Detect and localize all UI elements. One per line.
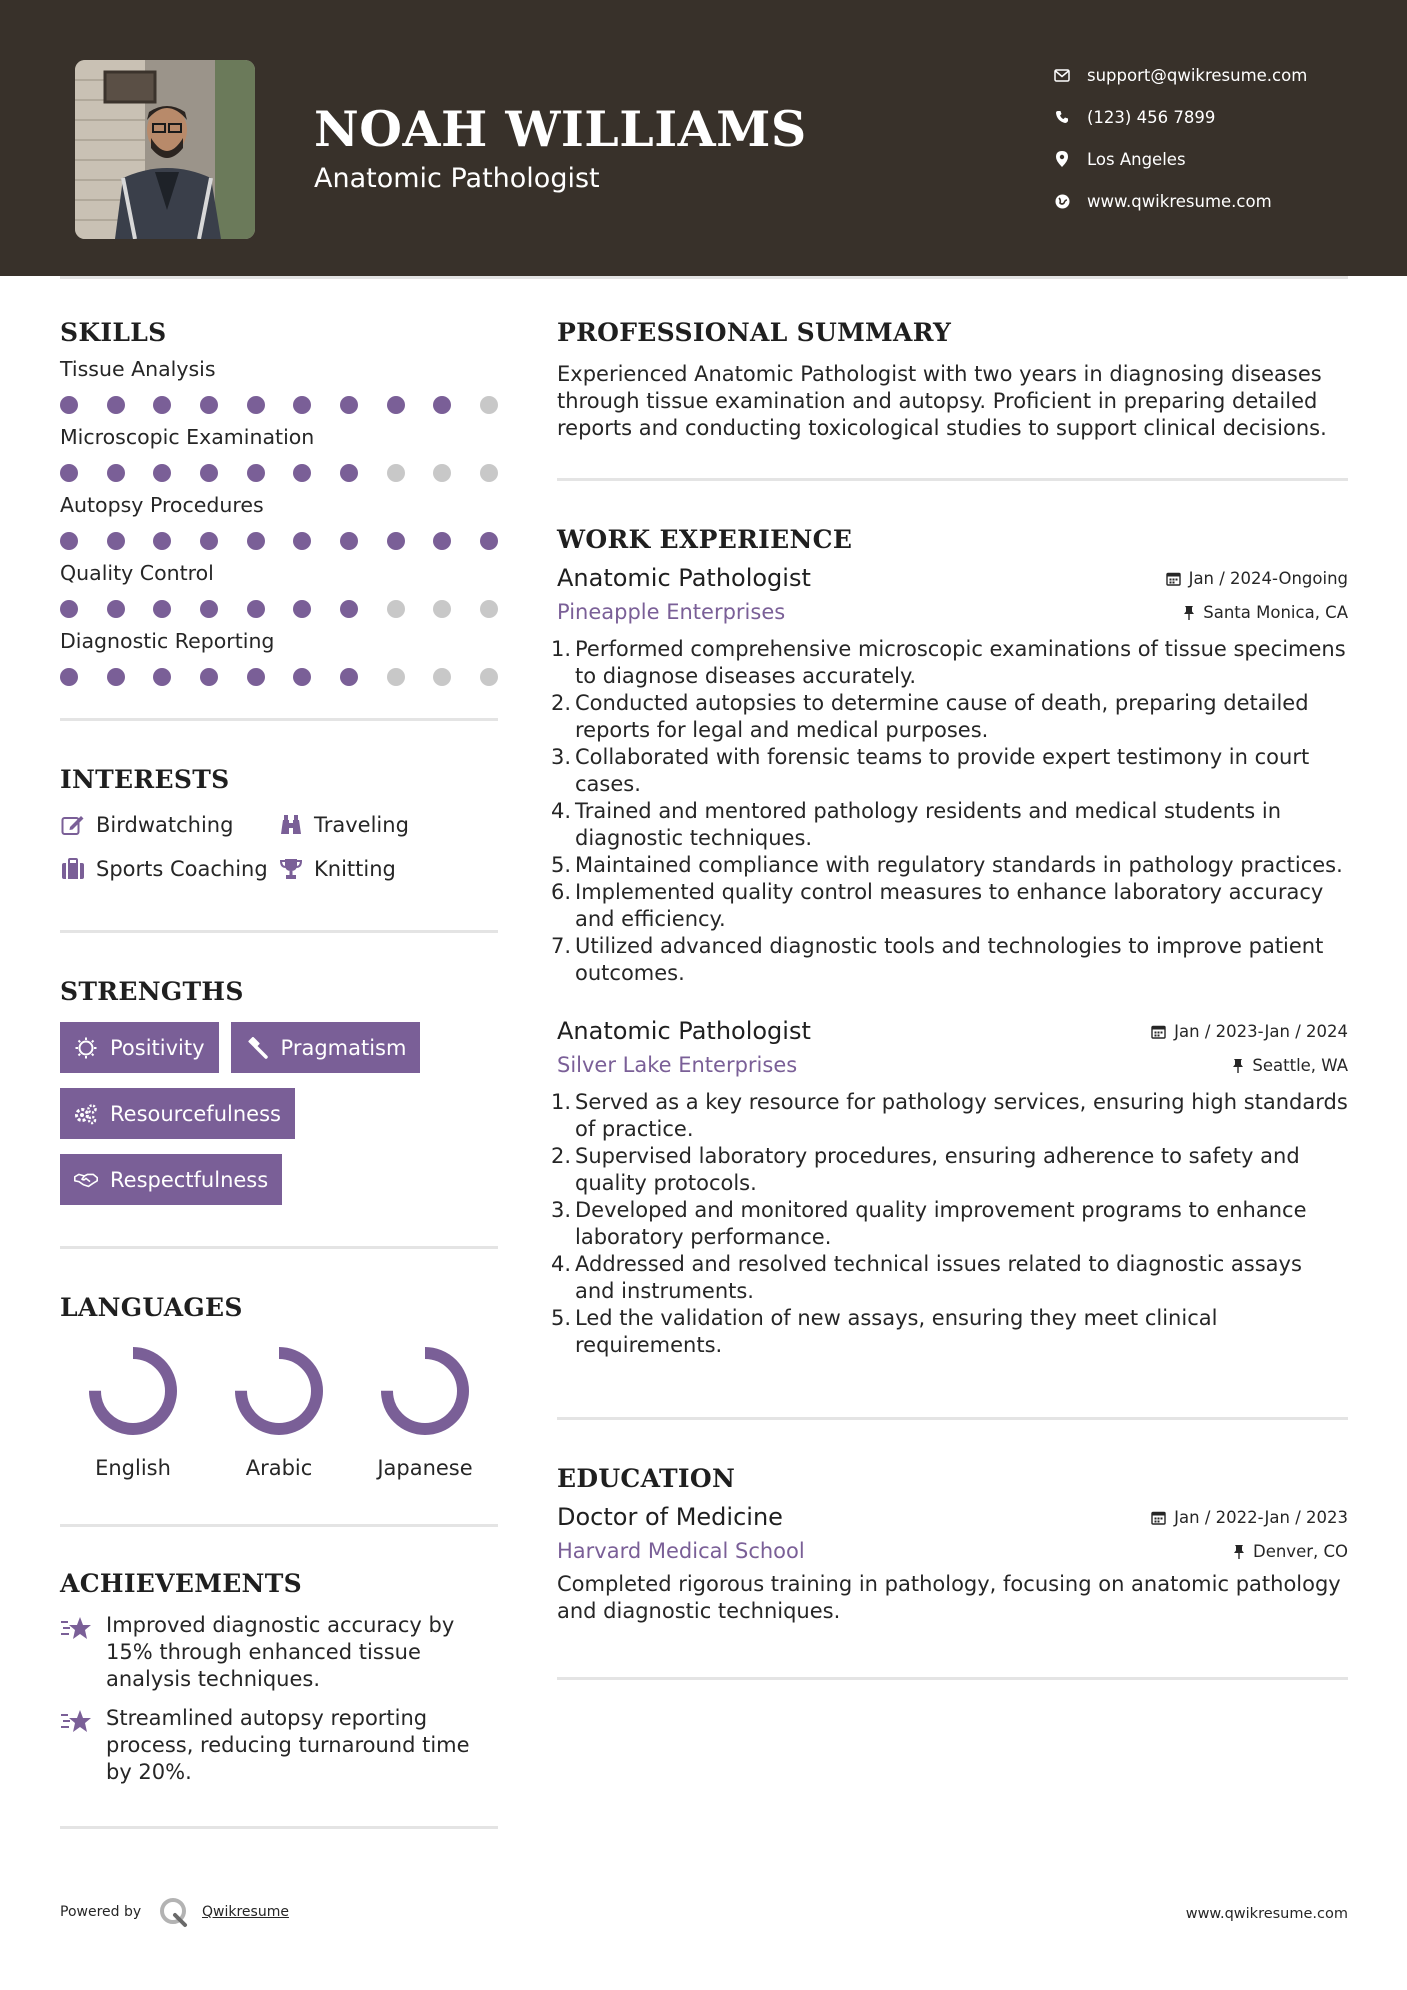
education-date-text: Jan / 2022-Jan / 2023 — [1174, 1507, 1348, 1527]
section-divider — [557, 478, 1348, 481]
rating-dot-filled — [340, 532, 358, 550]
contact-phone[interactable] — [1050, 96, 1390, 138]
rating-dot-filled — [107, 396, 125, 414]
strength-badge — [60, 1022, 219, 1073]
languages-heading: LANGUAGES — [60, 1293, 243, 1322]
language-proficiency-arc — [241, 1353, 317, 1429]
skills-heading: SKILLS — [60, 318, 167, 347]
powered-by-text: Powered by — [60, 1904, 142, 1920]
strengths-list — [60, 1022, 498, 1220]
skill-name: Tissue Analysis — [60, 357, 216, 381]
right-column — [551, 318, 1348, 1680]
contact-website-text: www.qwikresume.com — [1087, 191, 1272, 211]
rating-dot-filled — [480, 532, 498, 550]
strength-label: Resourcefulness — [110, 1101, 281, 1126]
strengths-section — [60, 977, 498, 1220]
phone-icon — [1050, 105, 1074, 129]
education-header — [557, 1503, 1348, 1531]
interest-item — [278, 810, 498, 840]
skill-rating — [60, 396, 498, 414]
interest-item — [278, 854, 498, 884]
rating-dot-filled — [200, 464, 218, 482]
rating-dot-filled — [107, 532, 125, 550]
skill-item — [60, 628, 498, 686]
star-award-icon — [60, 1614, 94, 1644]
rating-dot-filled — [153, 464, 171, 482]
rating-dot-filled — [247, 464, 265, 482]
achievement-text: Streamlined autopsy reporting process, reducing turnaround time by 20%. — [106, 1706, 470, 1784]
section-divider — [557, 1417, 1348, 1420]
language-label: English — [95, 1456, 171, 1480]
strength-label: Pragmatism — [280, 1035, 407, 1060]
job-title: Anatomic Pathologist — [557, 564, 811, 592]
language-proficiency-arc — [387, 1353, 463, 1429]
rating-dot-filled — [200, 532, 218, 550]
star-award-icon — [60, 1707, 94, 1737]
rating-dot-filled — [153, 600, 171, 618]
company-name: Silver Lake Enterprises — [557, 1053, 798, 1077]
rating-dot-empty — [387, 668, 405, 686]
envelope-icon — [1050, 63, 1074, 87]
rating-dot-empty — [480, 396, 498, 414]
achievement-text: Improved diagnostic accuracy by 15% through enhanced tissue analysis techniques. — [106, 1613, 455, 1691]
rating-dot-filled — [293, 668, 311, 686]
contact-email-text: support@qwikresume.com — [1087, 65, 1308, 85]
calendar-icon — [1151, 1024, 1166, 1039]
section-divider — [60, 1246, 498, 1249]
rating-dot-filled — [200, 600, 218, 618]
language-item — [352, 1344, 498, 1480]
achievements-heading: ACHIEVEMENTS — [60, 1569, 302, 1598]
language-ring — [378, 1344, 472, 1438]
skill-rating — [60, 668, 498, 686]
job-bullet: 4. Trained and mentored pathology residents and medical students in diagnostic techniques. — [551, 799, 1282, 850]
skill-item — [60, 492, 498, 550]
education-text: Completed rigorous training in pathology, focusing on anatomic pathology and diagnostic techniques. — [557, 1572, 1341, 1623]
section-divider — [60, 718, 498, 721]
section-divider — [60, 1524, 498, 1527]
job-subheader — [557, 1053, 1348, 1077]
language-ring — [232, 1344, 326, 1438]
job-bullet: 1. Performed comprehensive microscopic examinations of tissue specimens to diagnose diseases accurately. — [551, 637, 1346, 688]
education-subheader — [557, 1539, 1348, 1563]
rating-dot-filled — [433, 396, 451, 414]
experience-heading: WORK EXPERIENCE — [557, 525, 853, 554]
skill-item — [60, 424, 498, 482]
rating-dot-empty — [433, 464, 451, 482]
summary-section — [557, 318, 1348, 442]
header-divider — [60, 276, 1348, 279]
skill-rating — [60, 464, 498, 482]
strength-label: Positivity — [110, 1035, 205, 1060]
rating-dot-filled — [200, 668, 218, 686]
calendar-icon — [1151, 1510, 1166, 1525]
rating-dot-filled — [107, 600, 125, 618]
left-column — [60, 318, 498, 1829]
school-name: Harvard Medical School — [557, 1539, 805, 1563]
achievements-section — [60, 1569, 498, 1786]
skill-name: Autopsy Procedures — [60, 493, 264, 517]
sun-icon — [74, 1036, 98, 1060]
footer — [60, 1893, 1348, 1933]
section-divider — [557, 1677, 1348, 1680]
strength-badge — [231, 1022, 421, 1073]
rating-dot-filled — [60, 464, 78, 482]
education-date — [1151, 1508, 1348, 1527]
resume-header — [0, 0, 1407, 276]
job-bullet: 2. Supervised laboratory procedures, ensuring adherence to safety and quality protocols. — [551, 1144, 1300, 1195]
strength-badge — [60, 1088, 295, 1139]
experience-section — [551, 525, 1348, 1359]
interest-item — [60, 810, 278, 840]
job-bullet: 3. Developed and monitored quality improvement programs to enhance laboratory performance. — [551, 1198, 1307, 1249]
handshake-icon — [74, 1168, 98, 1192]
education-section — [557, 1464, 1348, 1625]
qwikresume-logo-icon — [157, 1895, 191, 1929]
achievement-item — [60, 1705, 498, 1786]
company-name: Pineapple Enterprises — [557, 600, 786, 624]
gavel-icon — [245, 1036, 269, 1060]
map-pin-icon — [1050, 147, 1074, 171]
rating-dot-filled — [200, 396, 218, 414]
job-bullet: 5. Maintained compliance with regulatory standards in pathology practices. — [551, 853, 1343, 877]
rating-dot-filled — [293, 396, 311, 414]
job-location-text: Seattle, WA — [1252, 1055, 1348, 1075]
language-item — [60, 1344, 206, 1480]
job-date — [1166, 569, 1348, 588]
rating-dot-empty — [433, 668, 451, 686]
skill-rating — [60, 532, 498, 550]
job-date-text: Jan / 2023-Jan / 2024 — [1174, 1021, 1348, 1041]
languages-list — [60, 1344, 498, 1480]
rating-dot-filled — [60, 668, 78, 686]
interests-section — [60, 765, 498, 884]
rating-dot-filled — [247, 600, 265, 618]
interest-label: Traveling — [314, 813, 409, 837]
rating-dot-filled — [107, 668, 125, 686]
education-location-text: Denver, CO — [1252, 1541, 1348, 1561]
degree-title: Doctor of Medicine — [557, 1503, 783, 1531]
rating-dot-filled — [340, 396, 358, 414]
pushpin-icon — [1233, 1544, 1245, 1559]
education-location — [1233, 1542, 1348, 1561]
job-header — [557, 1017, 1348, 1045]
contact-location-text: Los Angeles — [1087, 149, 1186, 169]
rating-dot-filled — [153, 396, 171, 414]
interests-list — [60, 810, 498, 884]
rating-dot-filled — [153, 532, 171, 550]
rating-dot-filled — [293, 532, 311, 550]
edit-icon — [60, 812, 86, 838]
globe-icon — [1050, 189, 1074, 213]
interest-item — [60, 854, 278, 884]
rating-dot-filled — [340, 600, 358, 618]
rating-dot-filled — [107, 464, 125, 482]
skills-section — [60, 318, 498, 686]
footer-url[interactable]: www.qwikresume.com — [1185, 1906, 1348, 1922]
strength-badge — [60, 1154, 282, 1205]
achievement-item — [60, 1612, 498, 1693]
rating-dot-filled — [247, 396, 265, 414]
language-ring — [86, 1344, 180, 1438]
language-label: Arabic — [245, 1456, 313, 1480]
contact-location — [1050, 138, 1390, 180]
achievements-list — [60, 1612, 498, 1786]
rating-dot-filled — [293, 600, 311, 618]
trophy-icon — [278, 856, 304, 882]
interest-label: Sports Coaching — [96, 857, 268, 881]
section-divider — [60, 930, 498, 933]
calendar-icon — [1166, 571, 1181, 586]
rating-dot-empty — [433, 600, 451, 618]
job-bullets — [551, 1089, 1348, 1359]
candidate-title: Anatomic Pathologist — [314, 163, 600, 194]
interest-label: Knitting — [314, 857, 396, 881]
rating-dot-filled — [433, 532, 451, 550]
rating-dot-filled — [247, 668, 265, 686]
rating-dot-filled — [153, 668, 171, 686]
rating-dot-empty — [480, 668, 498, 686]
job-date — [1151, 1022, 1348, 1041]
gears-icon — [74, 1102, 98, 1126]
education-heading: EDUCATION — [557, 1464, 736, 1493]
interests-heading: INTERESTS — [60, 765, 230, 794]
summary-text: Experienced Anatomic Pathologist with two years in diagnosing diseases through tissue examination and autopsy. Proficient in preparing detailed reports and conducting toxicological studies to support clinical decisions. — [557, 362, 1327, 440]
rating-dot-filled — [60, 532, 78, 550]
rating-dot-filled — [387, 532, 405, 550]
skill-rating — [60, 600, 498, 618]
job-bullets — [551, 636, 1348, 987]
skills-list — [60, 356, 498, 686]
contact-phone-text: (123) 456 7899 — [1087, 107, 1216, 127]
pushpin-icon — [1232, 1058, 1244, 1073]
job-entry — [551, 1017, 1348, 1359]
skill-name: Microscopic Examination — [60, 425, 315, 449]
summary-heading: PROFESSIONAL SUMMARY — [557, 318, 952, 347]
skill-name: Diagnostic Reporting — [60, 629, 275, 653]
job-bullet: 2. Conducted autopsies to determine cause of death, preparing detailed reports for legal and medical purposes. — [551, 691, 1309, 742]
qwikresume-link[interactable]: Qwikresume — [202, 1904, 289, 1920]
job-bullet: 7. Utilized advanced diagnostic tools and technologies to improve patient outcomes. — [551, 934, 1324, 985]
rating-dot-filled — [60, 396, 78, 414]
pushpin-icon — [1183, 605, 1195, 620]
strengths-heading: STRENGTHS — [60, 977, 244, 1006]
rating-dot-filled — [293, 464, 311, 482]
job-title: Anatomic Pathologist — [557, 1017, 811, 1045]
skill-item — [60, 560, 498, 618]
job-location-text: Santa Monica, CA — [1203, 602, 1348, 622]
binoculars-icon — [278, 812, 304, 838]
job-bullet: 5. Led the validation of new assays, ensuring they meet clinical requirements. — [551, 1306, 1218, 1357]
briefcase-icon — [60, 856, 86, 882]
job-bullet: 6. Implemented quality control measures to enhance laboratory accuracy and efficiency. — [551, 880, 1324, 931]
contact-list — [1050, 54, 1390, 222]
rating-dot-filled — [340, 668, 358, 686]
profile-photo — [75, 60, 255, 239]
languages-section — [60, 1293, 498, 1480]
profile-photo-image — [75, 60, 255, 239]
rating-dot-empty — [480, 464, 498, 482]
contact-email[interactable] — [1050, 54, 1390, 96]
job-bullet: 3. Collaborated with forensic teams to provide expert testimony in court cases. — [551, 745, 1310, 796]
job-bullet: 1. Served as a key resource for pathology services, ensuring high standards of practice. — [551, 1090, 1348, 1141]
job-location — [1183, 603, 1348, 622]
rating-dot-filled — [387, 396, 405, 414]
interest-label: Birdwatching — [96, 813, 234, 837]
rating-dot-empty — [387, 600, 405, 618]
language-label: Japanese — [377, 1456, 473, 1480]
rating-dot-filled — [60, 600, 78, 618]
rating-dot-filled — [340, 464, 358, 482]
candidate-name: NOAH WILLIAMS — [314, 100, 807, 158]
job-header — [557, 564, 1348, 592]
rating-dot-empty — [480, 600, 498, 618]
language-proficiency-arc — [95, 1353, 171, 1429]
section-divider — [60, 1826, 498, 1829]
job-date-text: Jan / 2024-Ongoing — [1188, 568, 1348, 588]
job-bullet: 4. Addressed and resolved technical issues related to diagnostic assays and instruments. — [551, 1252, 1302, 1303]
rating-dot-filled — [247, 532, 265, 550]
skill-name: Quality Control — [60, 561, 214, 585]
contact-website[interactable] — [1050, 180, 1390, 222]
language-item — [206, 1344, 352, 1480]
strength-label: Respectfulness — [110, 1167, 269, 1192]
job-location — [1232, 1056, 1348, 1075]
job-entry — [551, 564, 1348, 987]
job-subheader — [557, 600, 1348, 624]
skill-item — [60, 356, 498, 414]
rating-dot-empty — [387, 464, 405, 482]
